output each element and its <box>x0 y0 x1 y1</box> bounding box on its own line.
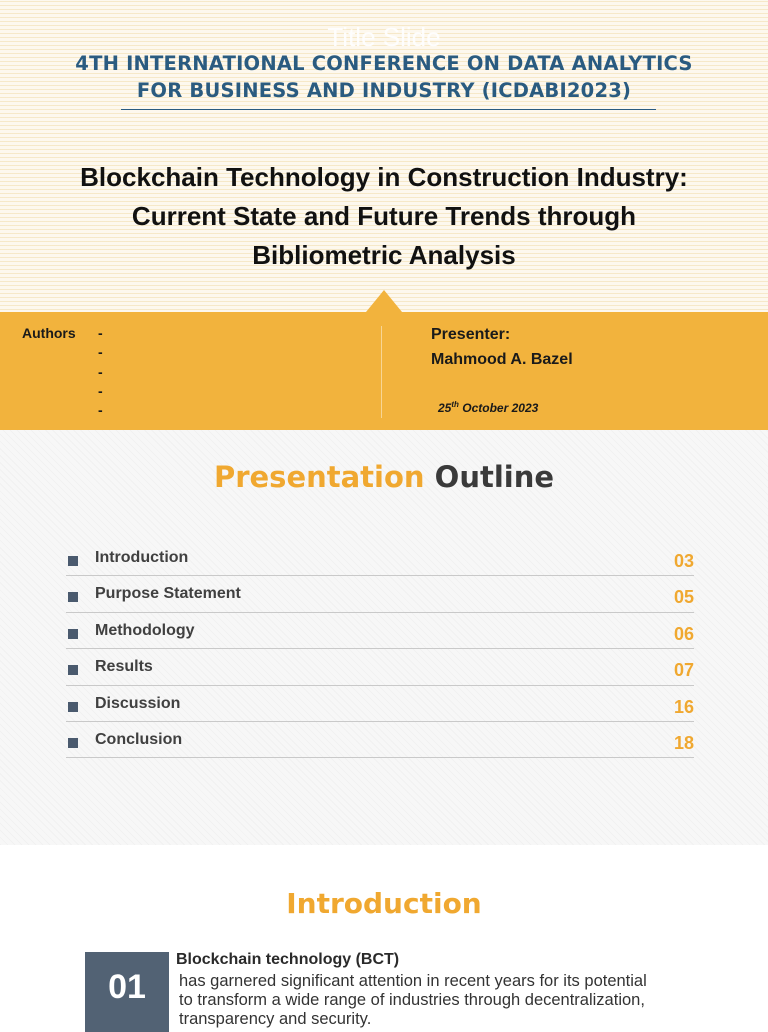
conference-title-line-2: FOR BUSINESS AND INDUSTRY (ICDABI2023) <box>136 79 632 102</box>
author-band <box>0 312 768 430</box>
date-suffix: th <box>451 400 459 409</box>
paper-title-line-2: Current State and Future Trends through <box>131 201 637 231</box>
introduction-title: Introduction <box>286 887 482 920</box>
square-bullet-icon <box>68 592 78 602</box>
outline-item-label: Results <box>95 658 153 676</box>
author-item: - <box>98 363 103 380</box>
author-item: - <box>98 325 103 341</box>
outline-item-page: 03 <box>673 551 694 571</box>
square-bullet-icon <box>68 702 78 712</box>
outline-row-conclusion[interactable] <box>66 722 694 758</box>
presenter-name: Mahmood A. Bazel <box>431 351 573 368</box>
square-bullet-icon <box>68 556 78 566</box>
conference-title-line-1: 4TH INTERNATIONAL CONFERENCE ON DATA ANALYTICS <box>75 52 693 75</box>
outline-row-results[interactable] <box>66 649 694 685</box>
conference-title <box>20 50 748 104</box>
outline-item-label: Conclusion <box>95 730 183 748</box>
introduction-body-line-2: to transform a wide range of industries through decentralization, <box>179 991 645 1009</box>
author-item: - <box>98 382 103 399</box>
section-number-badge: 01 <box>85 952 169 1032</box>
outline-row-methodology[interactable] <box>66 613 694 649</box>
square-bullet-icon <box>68 738 78 748</box>
author-item: - <box>98 344 103 361</box>
outline-item-page: 18 <box>673 732 694 753</box>
outline-item-label: Introduction <box>95 549 189 566</box>
paper-title-line-1: Blockchain Technology in Construction Industry: <box>80 162 688 192</box>
outline-title <box>0 460 768 494</box>
outline-row-purpose-statement[interactable] <box>66 576 694 612</box>
conference-underline <box>121 109 656 110</box>
authors-label: Authors <box>22 325 76 341</box>
outline-item-page: 16 <box>673 696 694 717</box>
title-slide <box>0 0 768 430</box>
outline-title-dark: Outline <box>434 460 555 494</box>
date-day: 25 <box>438 401 452 415</box>
introduction-body-line-1: has garnered significant attention in recent years for its potential <box>179 972 647 990</box>
square-bullet-icon <box>68 665 78 675</box>
square-bullet-icon <box>68 629 78 639</box>
author-item: - <box>98 402 103 419</box>
introduction-heading: Blockchain technology (BCT) <box>176 951 400 968</box>
band-notch <box>366 290 402 312</box>
outline-title-accent: Presentation <box>213 460 425 494</box>
outline-list <box>66 540 694 758</box>
presenter-label: Presenter: <box>431 326 511 343</box>
outline-item-label: Purpose Statement <box>95 585 241 603</box>
outline-item-page: 07 <box>673 660 694 681</box>
outline-row-discussion[interactable] <box>66 686 694 722</box>
presentation-date <box>438 400 538 415</box>
date-rest: October 2023 <box>458 401 539 415</box>
paper-title <box>30 158 738 275</box>
outline-item-page: 05 <box>673 587 694 608</box>
outline-item-label: Discussion <box>95 694 181 712</box>
band-divider <box>381 326 382 418</box>
paper-title-line-3: Bibliometric Analysis <box>252 240 516 270</box>
introduction-body-line-3: transparency and security. <box>179 1010 372 1028</box>
slide-placeholder-title: Title Slide <box>327 22 441 52</box>
outline-item-label: Methodology <box>95 621 195 639</box>
introduction-body <box>179 972 679 1029</box>
outline-row-introduction[interactable] <box>66 540 694 576</box>
outline-item-page: 06 <box>673 623 694 644</box>
author-list <box>98 324 103 420</box>
